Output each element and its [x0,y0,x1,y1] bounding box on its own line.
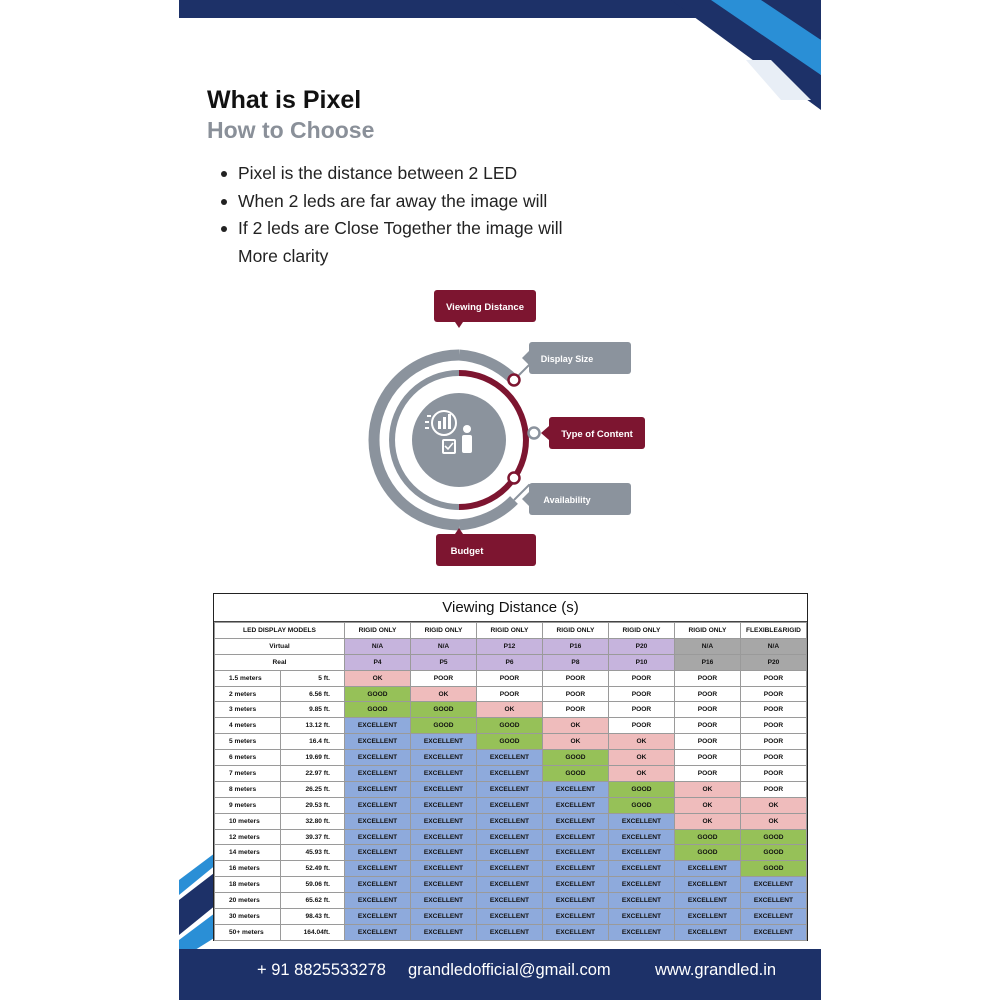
table-row [215,909,807,925]
real-cell: P5 [411,654,477,670]
rating-cell: OK [608,766,674,782]
distance-meters-cell: 16 meters [215,861,281,877]
rating-cell: GOOD [542,766,608,782]
rating-cell: EXCELLENT [542,781,608,797]
type-cell: RIGID ONLY [674,623,740,639]
rating-cell: POOR [740,734,806,750]
distance-feet-cell: 164.04ft. [281,924,345,940]
table-row [215,734,807,750]
rating-cell: OK [674,813,740,829]
rating-cell: EXCELLENT [608,924,674,940]
rating-cell: EXCELLENT [542,877,608,893]
rating-cell: EXCELLENT [674,861,740,877]
distance-meters-cell: 1.5 meters [215,670,281,686]
table-row [215,829,807,845]
type-cell: RIGID ONLY [411,623,477,639]
rating-cell: POOR [542,686,608,702]
rating-cell: OK [542,734,608,750]
rating-cell: EXCELLENT [411,924,477,940]
table-row [215,877,807,893]
footer-website[interactable]: www.grandled.in [655,961,777,979]
rating-cell: EXCELLENT [345,924,411,940]
rating-cell: GOOD [674,829,740,845]
virtual-cell: N/A [411,638,477,654]
rating-cell: EXCELLENT [411,750,477,766]
virtual-cell: N/A [674,638,740,654]
distance-meters-cell: 7 meters [215,766,281,782]
distance-meters-cell: 50+ meters [215,924,281,940]
rating-cell: EXCELLENT [345,781,411,797]
rating-cell: EXCELLENT [411,845,477,861]
rating-cell: POOR [740,750,806,766]
bullet-dot-icon [221,226,227,232]
rating-cell: EXCELLENT [740,893,806,909]
rating-cell: EXCELLENT [345,813,411,829]
rating-cell: POOR [740,686,806,702]
rating-cell: EXCELLENT [542,924,608,940]
models-label: LED DISPLAY MODELS [215,623,345,639]
rating-cell: POOR [674,734,740,750]
table-row [215,893,807,909]
rating-cell: GOOD [608,781,674,797]
virtual-cell: P20 [608,638,674,654]
distance-feet-cell: 59.06 ft. [281,877,345,893]
table-row [215,813,807,829]
distance-meters-cell: 14 meters [215,845,281,861]
real-cell: P20 [740,654,806,670]
rating-cell: GOOD [542,750,608,766]
rating-cell: EXCELLENT [476,797,542,813]
distance-meters-cell: 3 meters [215,702,281,718]
rating-cell: EXCELLENT [608,877,674,893]
table-grid [214,622,807,941]
real-row [215,654,807,670]
rating-cell: OK [542,718,608,734]
rating-cell: EXCELLENT [542,893,608,909]
rating-cell: POOR [674,750,740,766]
rating-cell: OK [740,797,806,813]
flyer-page [179,0,821,1000]
footer-email[interactable]: grandledofficial@gmail.com [408,961,611,979]
rating-cell: EXCELLENT [476,829,542,845]
rating-cell: EXCELLENT [674,893,740,909]
rating-cell: EXCELLENT [411,893,477,909]
rating-cell: EXCELLENT [608,813,674,829]
rating-cell: GOOD [740,845,806,861]
distance-feet-cell: 98.43 ft. [281,909,345,925]
rating-cell: EXCELLENT [411,829,477,845]
page-title: What is Pixel [207,86,362,114]
rating-cell: EXCELLENT [674,877,740,893]
rating-cell: EXCELLENT [542,845,608,861]
rating-cell: POOR [740,702,806,718]
table-title: Viewing Distance (s) [214,594,807,622]
rating-cell: EXCELLENT [476,813,542,829]
rating-cell: POOR [674,670,740,686]
distance-meters-cell: 18 meters [215,877,281,893]
rating-cell: EXCELLENT [476,877,542,893]
rating-cell: POOR [542,702,608,718]
rating-cell: EXCELLENT [608,829,674,845]
rating-cell: EXCELLENT [608,893,674,909]
rating-cell: EXCELLENT [345,861,411,877]
rating-cell: POOR [608,718,674,734]
label-type-of-content [541,417,645,449]
rating-cell: POOR [542,670,608,686]
rating-cell: EXCELLENT [476,750,542,766]
rating-cell: POOR [608,670,674,686]
distance-feet-cell: 26.25 ft. [281,781,345,797]
rating-cell: POOR [674,686,740,702]
distance-feet-cell: 16.4 ft. [281,734,345,750]
node-dot-icon [509,473,520,484]
rating-cell: EXCELLENT [476,924,542,940]
distance-meters-cell: 10 meters [215,813,281,829]
rating-cell: OK [476,702,542,718]
rating-cell: EXCELLENT [411,909,477,925]
rating-cell: EXCELLENT [345,893,411,909]
type-cell: FLEXIBLE&RIGID [740,623,806,639]
rating-cell: EXCELLENT [476,893,542,909]
label-budget-text: Budget [450,546,484,557]
footer-phone[interactable]: + 91 8825533278 [257,961,386,979]
rating-cell: EXCELLENT [476,909,542,925]
rating-cell: EXCELLENT [411,797,477,813]
distance-meters-cell: 8 meters [215,781,281,797]
virtual-cell: P16 [542,638,608,654]
distance-meters-cell: 5 meters [215,734,281,750]
rating-cell: POOR [740,718,806,734]
rating-cell: GOOD [411,718,477,734]
rating-cell: GOOD [345,702,411,718]
type-cell: RIGID ONLY [345,623,411,639]
bullet-item [215,188,635,216]
rating-cell: OK [411,686,477,702]
label-display-size-text: Display Size [540,354,594,364]
label-budget [436,528,536,566]
rating-cell: EXCELLENT [608,845,674,861]
virtual-label: Virtual [215,638,345,654]
rating-cell: EXCELLENT [740,877,806,893]
rating-cell: GOOD [345,686,411,702]
table-row [215,718,807,734]
rating-cell: EXCELLENT [542,909,608,925]
label-availability-text: Availability [543,495,591,505]
virtual-cell: N/A [740,638,806,654]
table-row [215,797,807,813]
distance-feet-cell: 19.69 ft. [281,750,345,766]
bullet-text: Pixel is the distance between 2 LED [238,163,518,183]
table-row [215,861,807,877]
bullet-list [215,160,635,270]
rating-cell: POOR [608,702,674,718]
distance-feet-cell: 22.97 ft. [281,766,345,782]
distance-feet-cell: 65.62 ft. [281,893,345,909]
rating-cell: GOOD [411,702,477,718]
label-display-size [522,342,631,374]
type-cell: RIGID ONLY [542,623,608,639]
rating-cell: EXCELLENT [674,909,740,925]
distance-feet-cell: 13.12 ft. [281,718,345,734]
distance-feet-cell: 45.93 ft. [281,845,345,861]
rating-cell: EXCELLENT [411,734,477,750]
rating-cell: POOR [740,766,806,782]
table-row [215,750,807,766]
distance-feet-cell: 6.56 ft. [281,686,345,702]
rating-cell: POOR [608,686,674,702]
rating-cell: EXCELLENT [345,718,411,734]
node-dot-icon [529,428,540,439]
rating-cell: GOOD [476,734,542,750]
rating-cell: OK [345,670,411,686]
distance-meters-cell: 20 meters [215,893,281,909]
bullet-item [215,160,635,188]
rating-cell: GOOD [476,718,542,734]
distance-meters-cell: 4 meters [215,718,281,734]
rating-cell: GOOD [674,845,740,861]
rating-cell: GOOD [740,829,806,845]
label-availability [522,483,631,515]
rating-cell: EXCELLENT [345,845,411,861]
rating-cell: EXCELLENT [345,750,411,766]
rating-cell: EXCELLENT [411,877,477,893]
rating-cell: EXCELLENT [345,797,411,813]
rating-cell: EXCELLENT [608,861,674,877]
virtual-row [215,638,807,654]
rating-cell: EXCELLENT [608,909,674,925]
rating-cell: EXCELLENT [476,845,542,861]
bullet-dot-icon [221,199,227,205]
rating-cell: EXCELLENT [345,734,411,750]
rating-cell: EXCELLENT [411,813,477,829]
label-viewing-distance-text: Viewing Distance [446,302,524,313]
table-row [215,924,807,940]
rating-cell: EXCELLENT [476,766,542,782]
rating-cell: POOR [674,702,740,718]
real-cell: P6 [476,654,542,670]
distance-meters-cell: 9 meters [215,797,281,813]
bullet-text: If 2 leds are Close Together the image will More clarity [238,218,563,266]
table-row [215,702,807,718]
type-cell: RIGID ONLY [476,623,542,639]
rating-cell: EXCELLENT [674,924,740,940]
rating-cell: POOR [674,766,740,782]
rating-cell: OK [674,781,740,797]
distance-feet-cell: 52.49 ft. [281,861,345,877]
pixel-factors-diagram [339,285,659,570]
rating-cell: EXCELLENT [345,829,411,845]
rating-cell: EXCELLENT [542,797,608,813]
real-label: Real [215,654,345,670]
rating-cell: EXCELLENT [542,861,608,877]
center-circle [412,393,506,487]
rating-cell: POOR [476,670,542,686]
rating-cell: POOR [476,686,542,702]
rating-cell: OK [608,750,674,766]
rating-cell: EXCELLENT [345,877,411,893]
distance-feet-cell: 5 ft. [281,670,345,686]
distance-meters-cell: 30 meters [215,909,281,925]
rating-cell: EXCELLENT [345,766,411,782]
table-row [215,670,807,686]
rating-cell: EXCELLENT [411,861,477,877]
virtual-cell: N/A [345,638,411,654]
rating-cell: EXCELLENT [476,861,542,877]
rating-cell: EXCELLENT [740,924,806,940]
rating-cell: EXCELLENT [411,766,477,782]
distance-feet-cell: 32.80 ft. [281,813,345,829]
viewing-distance-table [213,593,808,941]
rating-cell: EXCELLENT [542,813,608,829]
real-cell: P8 [542,654,608,670]
label-type-of-content-text: Type of Content [561,429,633,440]
rating-cell: POOR [740,781,806,797]
distance-feet-cell: 29.53 ft. [281,797,345,813]
table-header-row [215,623,807,639]
rating-cell: EXCELLENT [345,909,411,925]
bullet-text: When 2 leds are far away the image will [238,190,548,211]
table-row [215,766,807,782]
rating-cell: EXCELLENT [542,829,608,845]
rating-cell: EXCELLENT [740,909,806,925]
page-subtitle: How to Choose [207,117,375,143]
rating-cell: POOR [674,718,740,734]
table-row [215,845,807,861]
rating-cell: EXCELLENT [411,781,477,797]
rating-cell: GOOD [608,797,674,813]
distance-meters-cell: 2 meters [215,686,281,702]
distance-meters-cell: 6 meters [215,750,281,766]
virtual-cell: P12 [476,638,542,654]
bullet-dot-icon [221,171,227,177]
rating-cell: OK [608,734,674,750]
node-dot-icon [509,375,520,386]
corner-stripes-decoration [651,0,821,110]
real-cell: P16 [674,654,740,670]
table-body [215,623,807,941]
rating-cell: POOR [411,670,477,686]
rating-cell: GOOD [740,861,806,877]
rating-cell: OK [740,813,806,829]
rating-cell: OK [674,797,740,813]
distance-meters-cell: 12 meters [215,829,281,845]
distance-feet-cell: 39.37 ft. [281,829,345,845]
table-row [215,781,807,797]
rating-cell: EXCELLENT [476,781,542,797]
rating-cell: POOR [740,670,806,686]
real-cell: P10 [608,654,674,670]
bullet-item [215,215,635,270]
type-cell: RIGID ONLY [608,623,674,639]
label-viewing-distance [434,290,536,328]
distance-feet-cell: 9.85 ft. [281,702,345,718]
table-row [215,686,807,702]
real-cell: P4 [345,654,411,670]
